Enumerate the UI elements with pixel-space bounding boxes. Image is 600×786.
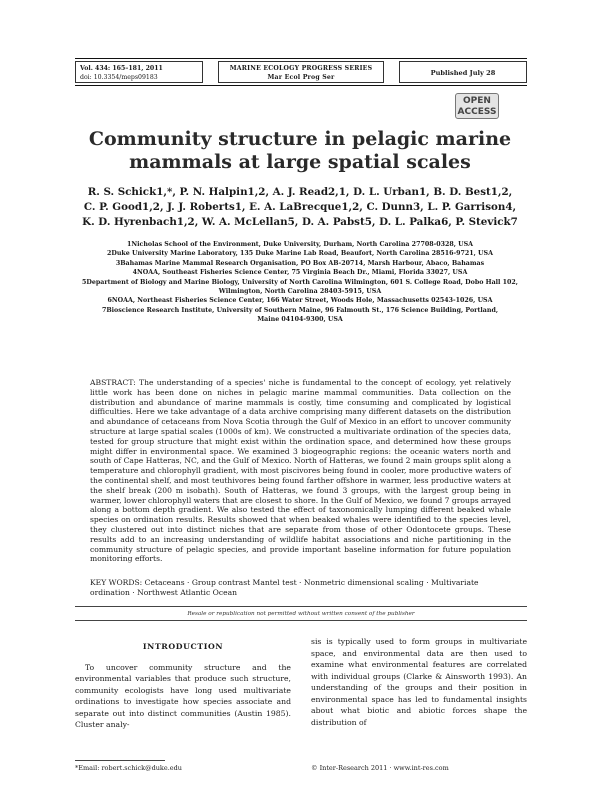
author-line: C. P. Good1,2, J. J. Roberts1, E. A. LaBrecque1,2, C. Dunn3, L. P. Garrison4, — [83, 201, 517, 213]
affiliation-line: Maine 04104-9300, USA — [257, 316, 343, 324]
volume-line: Vol. 434: 165–181, 2011 — [80, 65, 163, 72]
affiliation-line: 5Department of Biology and Marine Biology, University of North Carolina Wilmington, 601 S. College Road, Dobo Hall 102, — [82, 278, 518, 286]
open-access-icon — [455, 93, 499, 119]
affiliation-line: 3Bahamas Marine Mammal Research Organisation, PO Box AB-20714, Marsh Harbour, Abaco, Bahamas — [115, 259, 485, 267]
open-access-line1: OPEN — [463, 96, 491, 106]
divider — [75, 620, 527, 621]
doi-line: doi: 10.3354/meps09183 — [80, 74, 158, 81]
abstract: ABSTRACT: The understanding of a species' niche is fundamental to the concept of ecology, yet relatively little work has been done on niches in pelagic marine mammal communities. Data collection on the distribution and abundance of marine mammals is costly, time consuming and complicated by logistical difficulties. Here we take advantage of a data archive comprising many different datasets on the distribution and abundance of cetaceans from Nova Scotia through the Gulf of Mexico in an effort to uncover community structure at large spatial scales (1000s of km). We constructed a multivariate ordination of the species data, tested for group structure that might exist within the ordination space, and determined how these groups might differ in environmental space. We examined 3 biogeographic regions: the oceanic waters north and south of Cape Hatteras, NC, and the Gulf of Mexico. North of Hatteras, we found 2 main groups split along a temperature and chlorophyll gradient, with most piscivores being found in cooler, more productive waters of the continental shelf, and most teuthivores being found farther offshore in warmer, less productive waters at the shelf break (200 m isobath). South of Hatteras, we found 3 groups, with the largest group being in warmer, lower chlorophyll waters that are closest to shore. In the Gulf of Mexico, we found 7 groups arrayed along a bottom depth gradient. We also tested the effect of taxonomically lumping different beaked whale species on ordination results. Results showed that when beaked whales were identified to the species level, they clustered out into distinct niches that are separate from those of other Odontocete groups. These results add to an increasing understanding of wildlife habitat associations and niche partitioning in the community structure of pelagic species, and provide important baseline information for future population monitoring efforts. — [90, 378, 511, 564]
body-paragraph: To uncover community structure and the environmental variables that produce such structure, community ecologists have long used multivariate ordinations to investigate how species associate and separate out into distinct communities (Austin 1985). Cluster analy- — [75, 662, 291, 729]
copyright-notice: © Inter-Research 2011 · www.int-res.com — [311, 764, 449, 772]
affiliation-list — [62, 240, 538, 325]
affiliation-line: 7Bioscience Research Institute, University of Southern Maine, 96 Falmouth St., 176 Science Building, Portland, — [101, 306, 499, 314]
footnote-divider — [75, 760, 165, 761]
journal-name: MARINE ECOLOGY PROGRESS SERIES — [229, 65, 373, 72]
resale-notice: Resale or republication not permitted without written consent of the publisher — [187, 611, 415, 617]
keywords: KEY WORDS: Cetaceans · Group contrast Mantel test · Nonmetric dimensional scaling · Multivariate ordination · Northwest Atlantic Ocean — [90, 578, 479, 597]
volume-box — [75, 61, 203, 83]
open-access-line2: ACCESS — [457, 107, 497, 117]
body-paragraph: sis is typically used to form groups in multivariate space, and environmental data are then used to examine what environmental features are correlated with individual groups (Clarke & Ainsworth 1993). An understanding of the groups and their position in environmental space has led to fundamental insights about what biotic and abiotic forces shape the distribution of — [311, 637, 527, 727]
author-line: R. S. Schick1,*, P. N. Halpin1,2, A. J. Read2,1, D. L. Urban1, B. D. Best1,2, — [87, 186, 513, 198]
author-list — [78, 185, 522, 230]
affiliation-line: 1Nicholas School of the Environment, Duke University, Durham, North Carolina 27708-0328, USA — [126, 241, 474, 248]
article-title: Community structure in pelagic marine mammals at large spatial scales — [88, 128, 512, 173]
affiliation-line: 2Duke University Marine Laboratory, 135 Duke Marine Lab Road, Beaufort, North Carolina 28516-9721, USA — [107, 250, 493, 258]
author-line: K. D. Hyrenbach1,2, W. A. McLellan5, D. A. Pabst5, D. L. Palka6, P. Stevick7 — [82, 216, 518, 228]
affiliation-line: 4NOAA, Southeast Fisheries Science Center, 75 Virginia Beach Dr., Miami, Florida 33027, USA — [132, 269, 468, 277]
divider — [75, 606, 527, 607]
body-column-left — [75, 636, 291, 731]
published-date: Published July 28 — [399, 61, 527, 83]
affiliation-line: Wilmington, North Carolina 28403-5915, USA — [218, 288, 382, 296]
body-column-right — [311, 636, 527, 728]
corresponding-email: *Email: robert.schick@duke.edu — [75, 764, 182, 772]
journal-header — [75, 58, 527, 86]
journal-abbrev: Mar Ecol Prog Ser — [267, 74, 335, 81]
journal-box — [218, 61, 384, 83]
affiliation-line: 6NOAA, Northeast Fisheries Science Center, 166 Water Street, Woods Hole, Massachusetts 02543-1026, USA — [107, 297, 493, 305]
section-heading: INTRODUCTION — [142, 642, 224, 651]
